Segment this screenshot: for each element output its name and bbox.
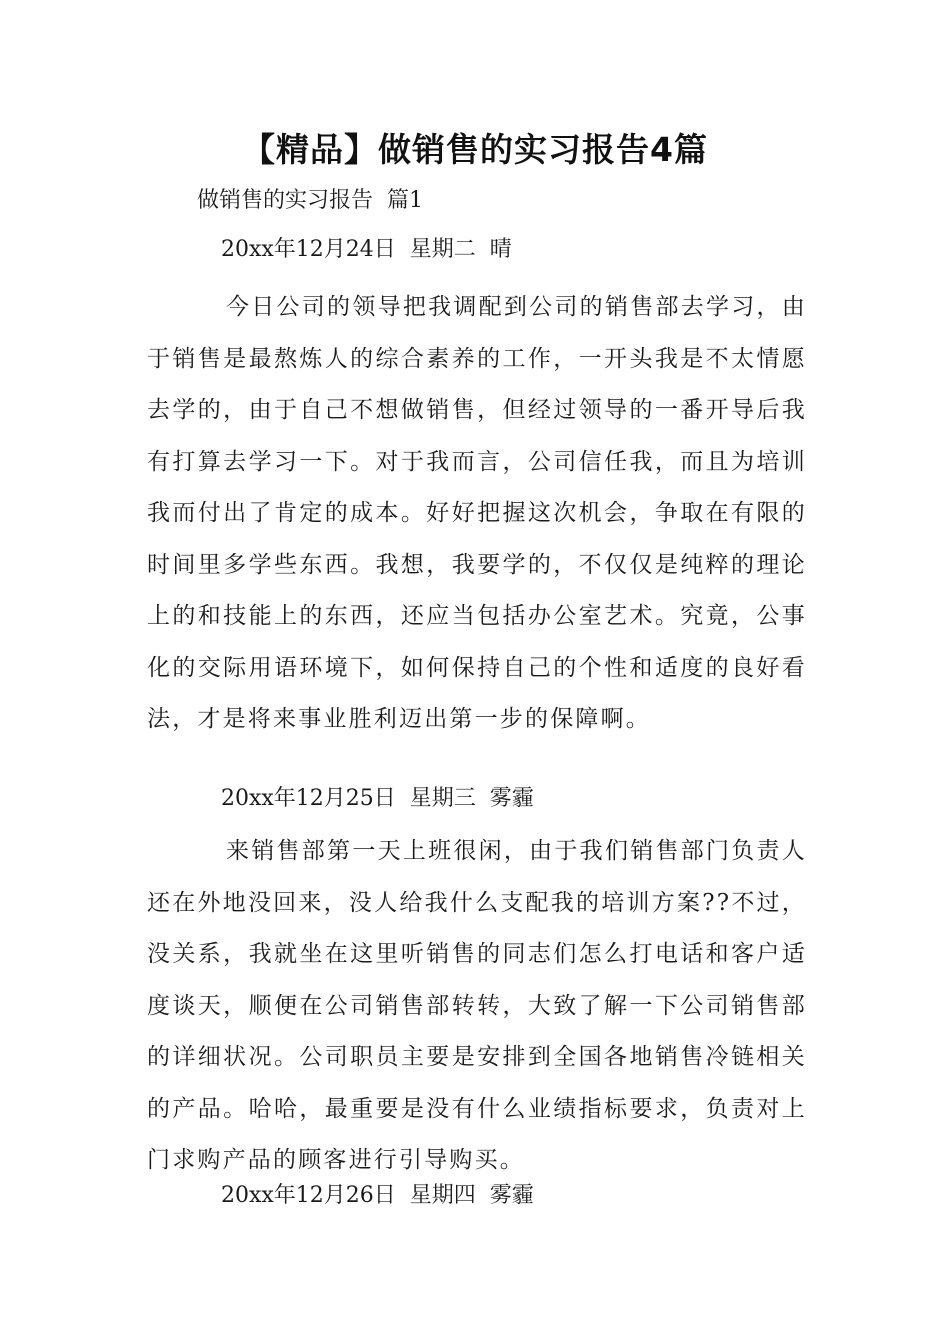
document-title: 【精品】做销售的实习报告4篇 <box>242 130 708 169</box>
entry-paragraph: 来销售部第一天上班很闲，由于我们销售部门负责人还在外地没回来，没人给我什么支配我的培训方案??不过，没关系，我就坐在这里听销售的同志们怎么打电话和客户适度谈天，顺便在公司销售部转转，大致了解一下公司销售部的详细状况。公司职员主要是安排到全国各地销售冷链相关的产品。哈哈，最重要是没有什么业绩指标要求，负责对上门求购产品的顾客进行引导购买。 <box>147 838 807 1173</box>
entry-date: 20xx年12月25日 星期三 雾霾 <box>221 786 534 811</box>
entry-date: 20xx年12月24日 星期二 晴 <box>221 237 512 262</box>
document-subtitle: 做销售的实习报告 篇1 <box>197 188 423 213</box>
entry-date: 20xx年12月26日 星期四 雾霾 <box>221 1183 534 1208</box>
entry-paragraph: 今日公司的领导把我调配到公司的销售部去学习，由于销售是最熬炼人的综合素养的工作，一开头我是不太情愿去学的，由于自己不想做销售，但经过领导的一番开导后我有打算去学习一下。对于我而言，公司信任我，而且为培训我而付出了肯定的成本。好好把握这次机会，争取在有限的时间里多学些东西。我想，我要学的，不仅仅是纯粹的理论上的和技能上的东西，还应当包括办公室艺术。究竟，公事化的交际用语环境下，如何保持自己的个性和适度的良好看法，才是将来事业胜利迈出第一步的保障啊。 <box>147 294 807 732</box>
